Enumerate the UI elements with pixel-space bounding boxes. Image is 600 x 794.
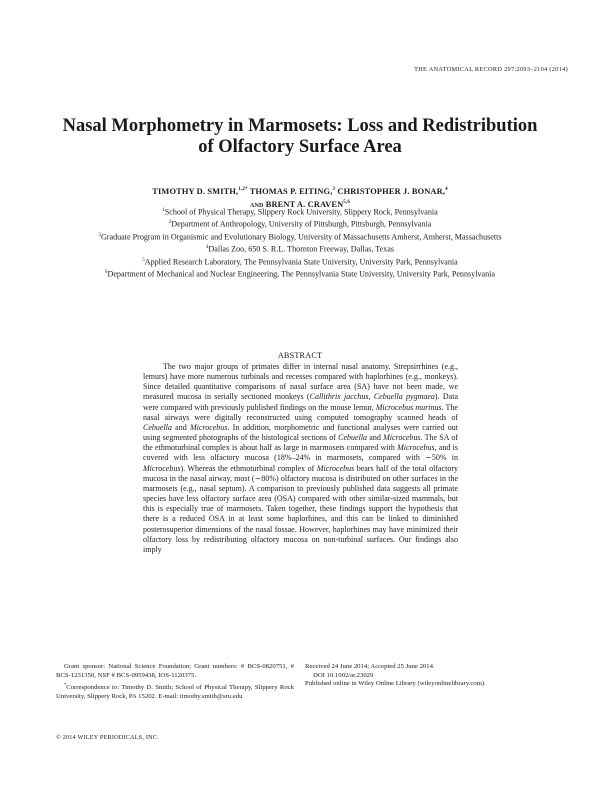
abstract-text: bears half of the total olfactory mucosa in the nasal airway, most (∼80%) olfactory mucosa is distributed on other surfaces in the marmosets (e.g., nasal septum). A comparison to previously published data suggests all primate species have less olfactory surface area (OSA) compared with other similar-sized mammals, but this is especially true of marmosets. Taken together, these findings support the hypothesis that there is a reduced OSA in at least some haplorhines, and this can be linked to diminished posterosuperior dimensions of the nasal fossae. However, haplorhines may have minimized their olfactory loss by redistributing olfactory mucosa on non-turbinal surfaces. Our findings also imply [143, 463, 458, 554]
author-affiliation-marker: 4 [445, 187, 448, 192]
published-online: Published online in Wiley Online Library (wileyonlinelibrary.com). [305, 680, 486, 687]
abstract-text: and [367, 433, 384, 443]
copyright-notice: © 2014 WILEY PERIODICALS, INC. [56, 734, 159, 741]
affiliation [80, 218, 520, 230]
abstract-text: . The nasal airways were digitally reconstructed using computed tomography scanned heads of [143, 402, 458, 422]
correspondence-footnote [56, 681, 294, 701]
species-name: Microcebus [397, 443, 435, 453]
affiliation-text: School of Physical Therapy, Slippery Rock University, Slippery Rock, Pennsylvania [164, 207, 438, 217]
abstract-text: . The SA of the ethmoturbinal complex is about half as large in marmosets compared with [143, 433, 458, 453]
affiliation-marker: 1 [162, 208, 165, 213]
affiliation-text: Graduate Program in Organismic and Evolutionary Biology, University of Massachusetts Amherst, Amherst, Massachusetts [100, 232, 502, 242]
species-name: Microcebus [143, 463, 181, 473]
affiliation-text: Department of Mechanical and Nuclear Engineering, The Pennsylvania State University, University Park, Pennsylvania [107, 269, 495, 279]
affiliation-text: Dallas Zoo, 650 S. R.L. Thornton Freeway, Dallas, Texas [208, 244, 395, 254]
affiliation-marker: 3 [98, 232, 101, 238]
abstract-text: and [171, 422, 190, 432]
affiliation-marker: 4 [205, 245, 209, 251]
species-name: Cebuella [143, 422, 172, 432]
footnotes-right [305, 663, 545, 689]
abstract-text: . In addition, morphometric and functional analyses were carried out using segmented photographs of the histological sections of [143, 422, 458, 443]
species-name: Microcebus murinus [375, 402, 442, 412]
author-conjunction: AND [250, 202, 264, 209]
affiliation-marker: 2 [168, 220, 172, 226]
affiliation-text: Applied Research Laboratory, The Pennsylvania State University, University Park, Pennsylvania [144, 257, 458, 267]
author-affiliation-marker: 1,2* [238, 187, 248, 192]
abstract-text: ). Whereas the ethmoturbinal complex of [180, 463, 317, 473]
footnotes-left [56, 663, 294, 702]
species-name: Microcebus [383, 433, 421, 443]
species-name: Microcebus [316, 463, 355, 473]
species-name: Cebuella [338, 433, 368, 443]
affiliation-marker: 5 [142, 257, 145, 263]
author-name: THOMAS P. EITING, [249, 186, 333, 196]
correspondence-text: Correspondence to: Timothy D. Smith; School of Physical Therapy, Slippery Rock University, Slippery Rock, PA 15202. E-mail: timothy.smith@sru.edu [56, 684, 294, 700]
affiliation [80, 256, 520, 268]
received-date: Received 24 June 2014; Accepted 25 June 2014. [305, 663, 435, 670]
abstract-text: , and is covered with less olfactory mucosa (18%–24% in marmosets, compared with ∼50% in [143, 443, 458, 463]
grant-footnote: Grant sponsor: National Science Foundation; Grant numbers: # BCS-0820751, # BCS-1231350, NSF # BCS-0959438, IOS-1120375. [56, 663, 294, 679]
article-title: Nasal Morphometry in Marmosets: Loss and Redistribution of Olfactory Surface Area [62, 116, 538, 157]
affiliation-marker: 6 [105, 269, 108, 275]
affiliation [80, 243, 520, 255]
author-name: CHRISTOPHER J. BONAR, [337, 186, 446, 196]
affiliation [80, 268, 520, 280]
abstract-body [143, 362, 458, 555]
affiliation-text: Department of Anthropology, University of Pittsburgh, Pittsburgh, Pennsylvania [171, 220, 432, 230]
affiliation-list [80, 206, 520, 280]
author-name: TIMOTHY D. SMITH, [152, 186, 239, 196]
affiliation [80, 206, 520, 218]
author-affiliation-marker: 3 [332, 187, 336, 192]
correspondence-marker: * [64, 682, 67, 687]
species-name: Callithrix jacchus, Cebuella pygmaea [309, 392, 435, 402]
abstract-text: ). Data were compared with previously published findings on the mouse lemur, [143, 392, 459, 412]
author-name: BRENT A. CRAVEN [265, 199, 344, 209]
abstract-text: The two major groups of primates differ in internal nasal anatomy. Strepsirrhines (e.g., lemurs) have more numerous turbinals and recesses compared with haplorhines (e.g., monkeys). Since detailed quantitative comparisons of nasal surface area (SA) have not been made, we measured mucosa in serially sectioned monkeys ( [143, 362, 458, 402]
species-name: Microcebus [189, 422, 228, 432]
author-affiliation-marker: 5,6 [343, 199, 350, 205]
abstract-heading: ABSTRACT [277, 351, 323, 360]
doi: DOI 10.1002/ar.23029 [313, 671, 374, 679]
affiliation [80, 231, 520, 243]
journal-running-header: THE ANATOMICAL RECORD 297:2093–2104 (2014) [414, 66, 568, 73]
